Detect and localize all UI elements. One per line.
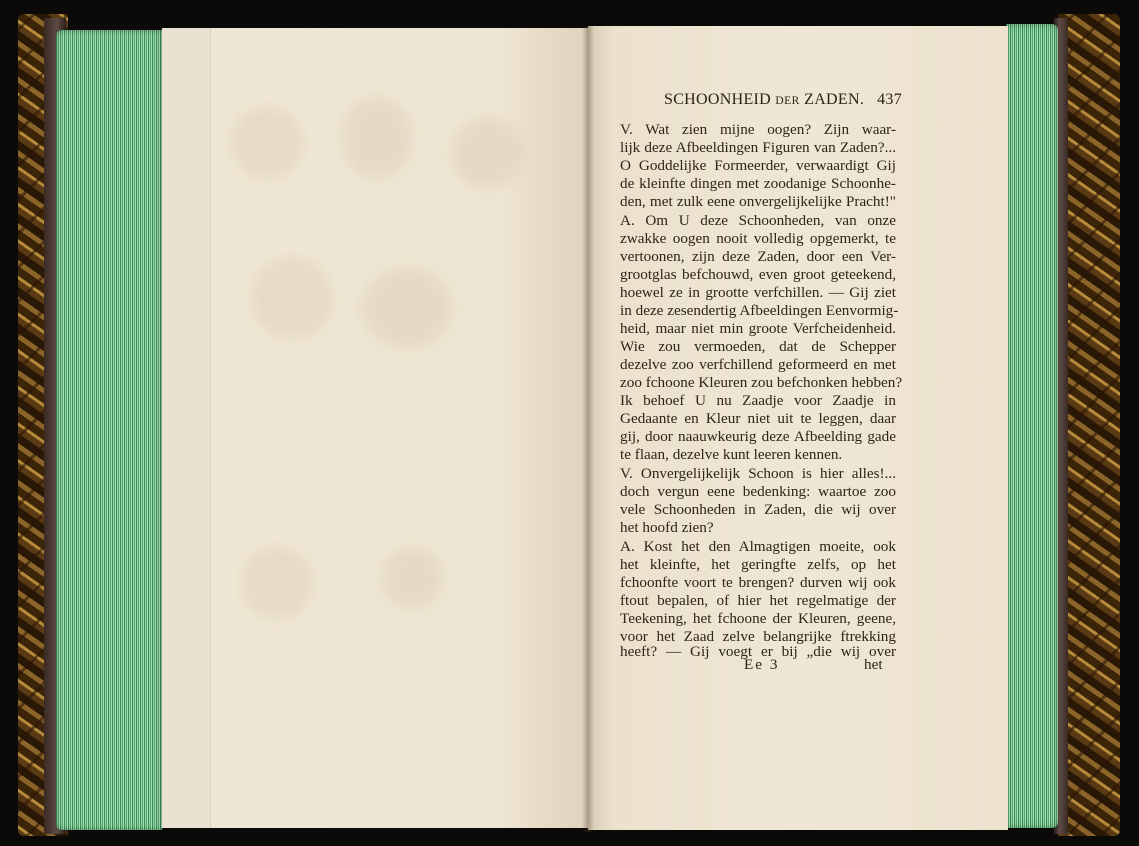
text-line: Wie zou vermoeden, dat de Schepper: [620, 338, 896, 355]
page-number: 437: [877, 91, 902, 108]
text-line: vertoonen, zijn deze Zaden, door een Ver-: [620, 248, 896, 265]
text-line: O Goddelijke Formeerder, verwaardigt Gij: [620, 157, 896, 174]
page-edges-left: [56, 30, 162, 830]
text-line: fchoonfte voort te brengen? durven wij ook: [620, 574, 896, 591]
text-line: V. Wat zien mijne oogen? Zijn waar-: [620, 121, 896, 138]
text-line: den, met zulk eene onvergelijkelijke Pracht!": [620, 193, 896, 210]
show-through-plate: [382, 548, 442, 608]
text-line: zoo fchoone Kleuren zou befchonken hebben?: [620, 374, 903, 391]
text-line: voor het Zaad zelve belangrijke ftrekking: [620, 628, 896, 645]
show-through-plate: [232, 108, 302, 178]
text-line: A. Kost het den Almagtigen moeite, ook: [620, 538, 896, 555]
catchword: het: [864, 656, 883, 673]
text-line: heeft? — Gij voegt er bij „die wij over: [620, 643, 896, 660]
text-line: Teekening, het fchoone der Kleuren, geene,: [620, 610, 896, 627]
text-line: doch vergun eene bedenking: waartoe zoo: [620, 483, 896, 500]
text-line: zwakke oogen nooit volledig opgemerkt, te: [620, 230, 896, 247]
show-through-plate: [452, 118, 522, 188]
show-through-plate: [362, 268, 452, 348]
running-head-title: SCHOONHEID DER ZADEN.: [664, 91, 865, 108]
show-through-plate: [242, 548, 312, 618]
book-gutter: [582, 26, 594, 832]
signature-mark: Ee 3: [744, 656, 780, 673]
text-line: vele Schoonheden in Zaden, die wij over: [620, 501, 896, 518]
text-line: lijk deze Afbeeldingen Figuren van Zaden?...: [620, 139, 896, 156]
text-line: in deze zesendertig Afbeeldingen Eenvormig-: [620, 302, 899, 319]
show-through-plate: [342, 98, 412, 178]
text-line: dezelve zoo verfchillend geformeerd en met: [620, 356, 896, 373]
text-line: grootglas befchouwd, even groot geteekend,: [620, 266, 896, 283]
text-line: gij, door naauwkeurig deze Afbeelding gade: [620, 428, 896, 445]
text-line: Gedaante en Kleur niet uit te leggen, daar: [620, 410, 896, 427]
left-page-blank: [162, 28, 588, 828]
text-line: hoewel ze in grootte verfchillen. — Gij ziet: [620, 284, 896, 301]
text-line: het hoofd zien?: [620, 519, 714, 536]
page-edges-right: [1006, 24, 1058, 828]
running-head: [664, 91, 902, 111]
text-line: de kleinfte dingen met zoodanige Schoonhe-: [620, 175, 896, 192]
text-line: A. Om U deze Schoonheden, van onze: [620, 212, 896, 229]
show-through-plate: [252, 258, 332, 338]
text-line: te flaan, dezelve kunt leeren kennen.: [620, 446, 843, 463]
text-line: Ik behoef U nu Zaadje voor Zaadje in: [620, 392, 896, 409]
text-line: het kleinfte, het geringfte zelfs, op het: [620, 556, 896, 573]
text-line: V. Onvergelijkelijk Schoon is hier alles!...: [620, 465, 896, 482]
left-page-stub: [162, 28, 211, 828]
text-line: ftout bepalen, of hier het regelmatige der: [620, 592, 896, 609]
text-line: heid, maar niet min groote Verfcheidenheid.: [620, 320, 896, 337]
